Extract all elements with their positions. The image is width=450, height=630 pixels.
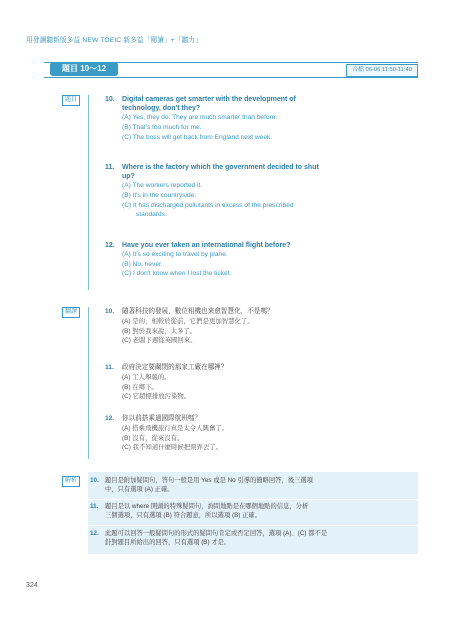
section-title-bar — [44, 62, 418, 78]
analysis-line: 題目是以 where 開頭的特殊疑問句，詢問地點是在哪個地點的信息，分析 — [105, 503, 309, 510]
translation-divider — [88, 307, 89, 459]
running-header: 用發讀聽新版多益 NEW TOEIC 新多益「閱讀」+「聽力」 — [26, 37, 203, 44]
option-c: (C) The boss will get back from England next week. — [122, 133, 273, 141]
translation-11 — [105, 363, 405, 402]
question-text: Digital cameras get smarter with the development of — [122, 96, 296, 103]
label-translation: 翻譯 — [62, 307, 80, 318]
option-b: (B) That's too much for me. — [122, 124, 202, 131]
translation-number: 11. — [105, 364, 114, 371]
translation-option-a: (A) 搭乘飛機旅行真是太令人興奮了。 — [122, 424, 229, 432]
translation-number: 12. — [105, 415, 115, 422]
option-a: (A) The workers reported it. — [122, 182, 203, 190]
option-c: (C) It has discharged pollutants in excess of the prescribed — [122, 201, 294, 209]
question-number: 11. — [105, 164, 115, 171]
option-c: (C) I don't know when I lost the ticket. — [122, 270, 232, 278]
analysis-line: 中，只有選項 (A) 正確。 — [105, 486, 174, 494]
translation-question: 政府決定要關閉的那家工廠在哪裡？ — [122, 364, 228, 371]
audio-track-label: 音檔 06-06 11:50-11:40 — [346, 64, 418, 77]
analysis-line: 三個選項，只有選項 (B) 符合題意，所以選項 (B) 正確。 — [105, 512, 262, 520]
label-analysis: 解析 — [62, 476, 80, 487]
analysis-12 — [90, 529, 415, 548]
analysis-line: 針對題目所給出的回答，只有選項 (B) 才是。 — [105, 539, 231, 547]
question-11 — [105, 163, 405, 220]
translation-option-b: (B) 對於我來說，太多了。 — [122, 327, 197, 335]
analysis-10 — [90, 476, 415, 495]
option-b: (B) No, never. — [122, 260, 163, 268]
question-number: 10. — [105, 96, 115, 103]
question-text-cont: up? — [122, 173, 135, 181]
translation-option-b: (B) 在鄉下。 — [122, 383, 158, 391]
question-text: Where is the factory which the government decided to shut — [122, 164, 319, 171]
questions-divider — [88, 95, 89, 290]
analysis-separator — [88, 499, 418, 500]
analysis-line: 題目是附加疑問句，答句一般是用 Yes 或是 No 引導的簡略回答，後三選項 — [105, 477, 313, 484]
label-questions: 題目 — [62, 95, 80, 106]
analysis-box — [88, 472, 418, 554]
option-a: (A) Yes, they do. They are much smarter than before. — [122, 114, 278, 122]
translation-option-a: (A) 工人舉報的。 — [122, 373, 171, 381]
translation-option-c: (C) 它超標排放污染物。 — [122, 393, 191, 401]
analysis-line: 此題可以回答一般疑問句的形式的疑問句肯定或否定回答，選項 (A)、(C) 都不是 — [105, 530, 328, 537]
analysis-number: 11. — [90, 503, 99, 510]
option-c-cont: standards. — [136, 211, 167, 219]
analysis-11 — [90, 502, 415, 521]
translation-12 — [105, 414, 405, 453]
translation-option-c: (C) 老闆下週從英國回來。 — [122, 337, 197, 345]
translation-10 — [105, 307, 405, 346]
translation-option-c: (C) 我不知道什麼時候把票弄丟了。 — [122, 444, 223, 452]
page-number: 324 — [26, 582, 38, 589]
question-10 — [105, 95, 405, 142]
analysis-number: 10. — [90, 477, 99, 484]
question-12 — [105, 241, 405, 279]
option-b: (B) It's in the countryside. — [122, 192, 197, 199]
analysis-separator — [88, 525, 418, 526]
translation-question: 隨著科技的發展，數位相機也來愈智慧化，不是嗎？ — [122, 308, 274, 315]
translation-question: 你以前搭乘過國際航班嗎？ — [122, 415, 202, 422]
option-a: (A) It's so exciting to travel by plane. — [122, 251, 228, 259]
translation-option-a: (A) 是的，相較於從前，它們是更加智慧化了。 — [122, 317, 254, 325]
question-text: Have you ever taken an international flight before? — [122, 242, 291, 249]
translation-number: 10. — [105, 308, 115, 315]
analysis-number: 12. — [90, 530, 99, 537]
question-number: 12. — [105, 242, 115, 249]
translation-option-b: (B) 沒有，從來沒有。 — [122, 434, 184, 442]
question-text-cont: technology, don't they? — [122, 105, 201, 113]
section-title: 題目 10～12 — [50, 62, 118, 76]
